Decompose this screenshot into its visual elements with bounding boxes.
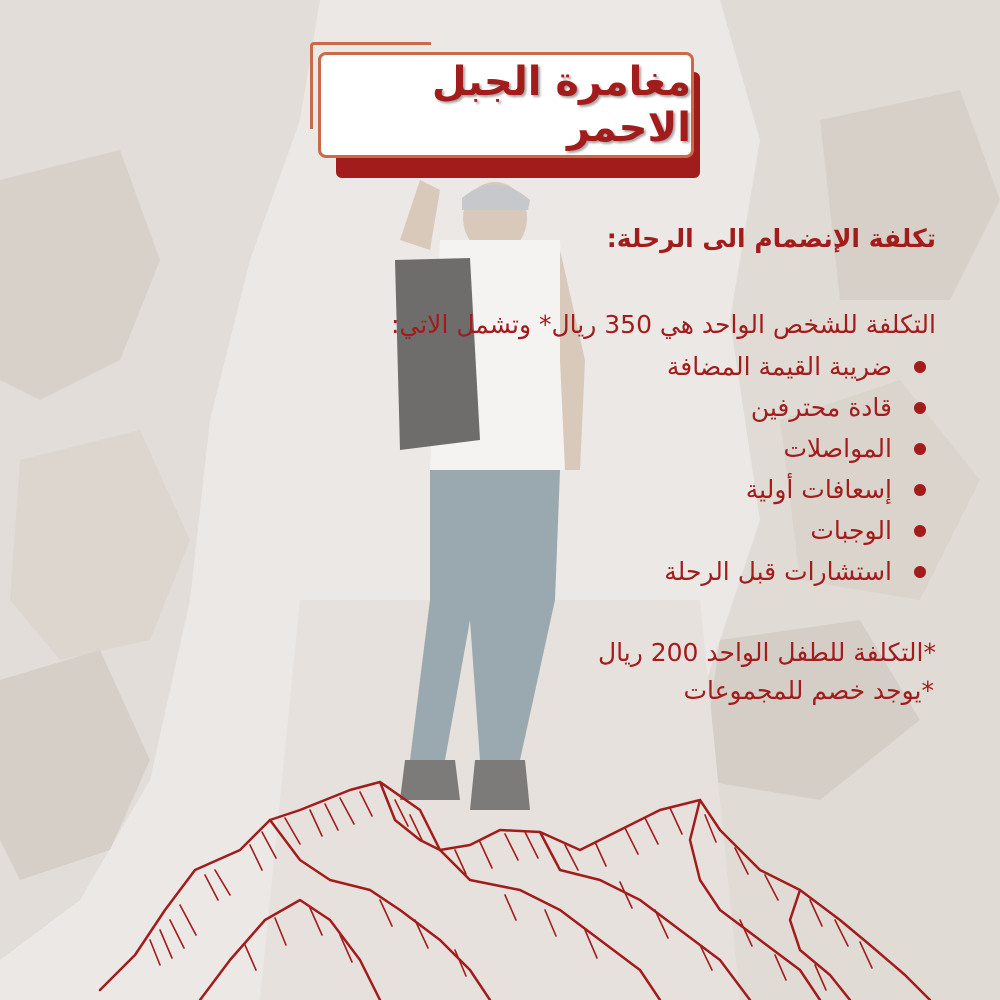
title-box	[318, 52, 694, 158]
bullet-icon	[914, 402, 926, 414]
pricing-heading: تكلفة الإنضمام الى الرحلة:	[606, 224, 936, 253]
bullet-icon	[914, 525, 926, 537]
list-item-label: الوجبات	[810, 516, 892, 545]
notes-block	[176, 634, 936, 710]
list-item	[176, 387, 936, 428]
list-item-label: المواصلات	[783, 434, 892, 463]
bullet-icon	[914, 361, 926, 373]
mountain-illustration	[0, 770, 1000, 1000]
page-title: مغامرة الجبل الاحمر	[431, 59, 691, 151]
price-intro: التكلفة للشخص الواحد هي 350 ريال* وتشمل الاتي:	[390, 310, 936, 339]
title-badge	[318, 44, 698, 184]
list-item	[176, 469, 936, 510]
pricing-section	[176, 220, 936, 710]
list-item-label: إسعافات أولية	[745, 475, 892, 504]
bullet-icon	[914, 443, 926, 455]
child-price-note: *التكلفة للطفل الواحد 200 ريال	[597, 638, 936, 667]
list-item	[176, 510, 936, 551]
bullet-icon	[914, 566, 926, 578]
list-item-label: قادة محترفين	[750, 393, 892, 422]
group-discount-note: *يوجد خصم للمجموعات	[683, 676, 934, 705]
list-item	[176, 551, 936, 592]
list-item	[176, 346, 936, 387]
list-item-label: ضريبة القيمة المضافة	[666, 352, 892, 381]
included-items-list	[176, 346, 936, 592]
list-item-label: استشارات قبل الرحلة	[664, 557, 892, 586]
bullet-icon	[914, 484, 926, 496]
list-item	[176, 428, 936, 469]
